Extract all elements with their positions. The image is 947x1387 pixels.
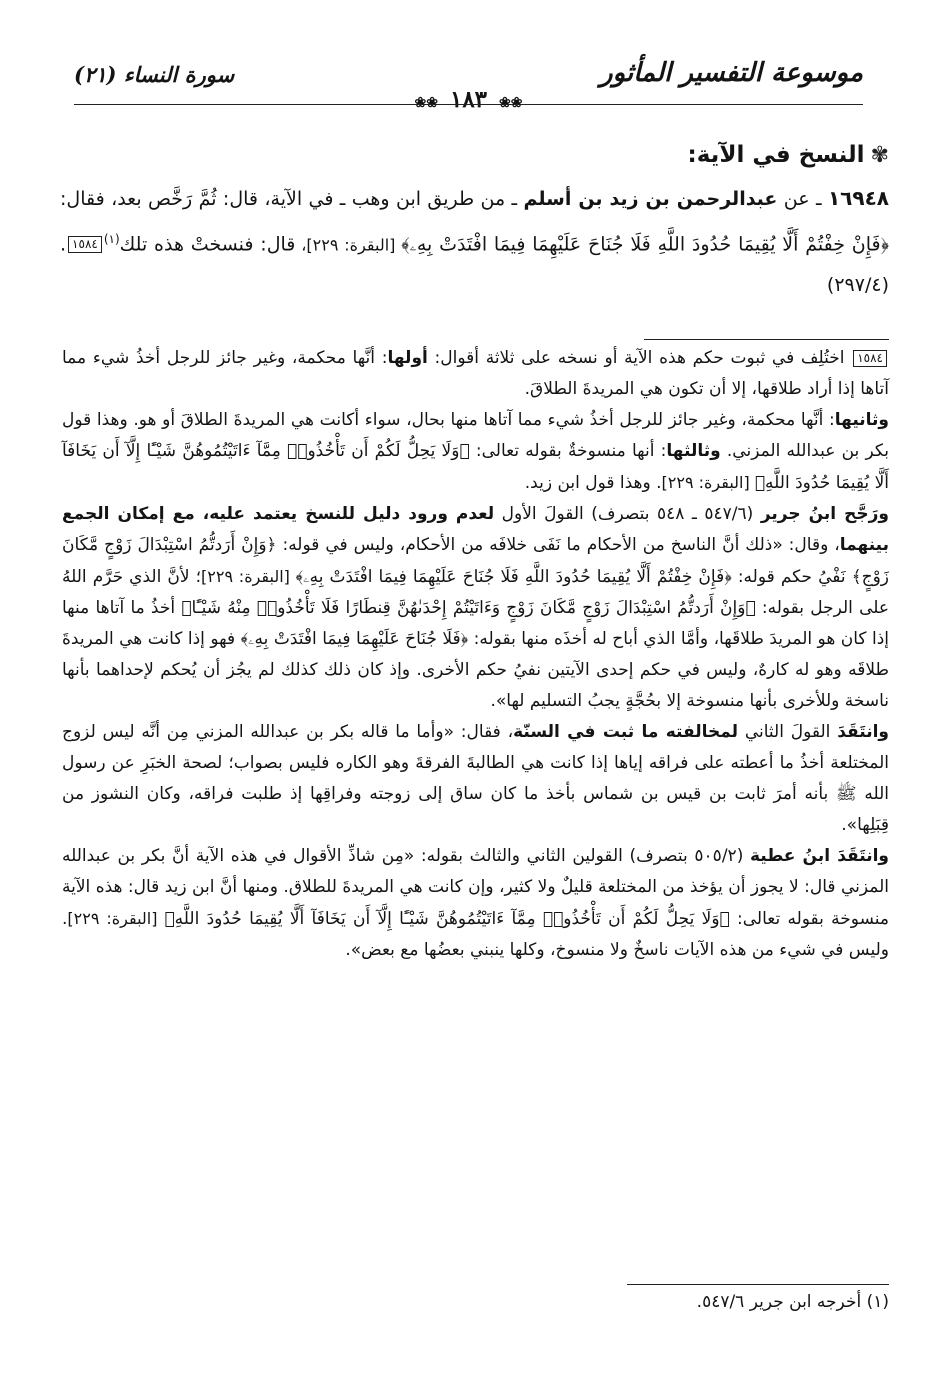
quran-verse: ﴿وَإِنْ أَرَدتُّمُ اسْتِبْدَالَ زَوْجٍ مَّكَانَ زَوْجٍ وَءَاتَيْتُمْ إِحْدَىٰهُنَّ قِنطَارًا فَلَا تَأْخُذُوا۟ مِنْهُ شَيْـًٔا﴾ <box>181 598 756 618</box>
page-number-line <box>410 86 526 113</box>
quran-verse: ﴿فَإِنْ خِفْتُمْ أَلَّا يُقِيمَا حُدُودَ اللَّهِ فَلَا جُنَاحَ عَلَيْهِمَا فِيمَا افْتَدَتْ بِهِۦ﴾ <box>295 567 732 587</box>
narration-text: ـ عن <box>777 188 828 210</box>
commentary-text: ، وقال: «ذلك أنَّ الناسخ من الأحكام ما نَفَى خلافَه من الأحكام، وليس في قوله: <box>276 535 840 555</box>
surah-name: سورة النساء (٢١) <box>74 62 235 87</box>
commentary-paragraph <box>62 499 889 717</box>
commentary-text: فهو إذا كانت هي المريدةَ طلاقَه وهو له كارهٌ، وليس في حكم إحدى الآيتين نفيُ حكم الأخرى. وإذ كان ذلك كذلك لم يجُز أن يُحكم لإحداهما بأنها ناسخة وللأخرى بأنها منسوخة إلا بحُجَّةٍ يجبُ التسليم لها». <box>62 629 889 711</box>
commentary-divider <box>644 339 889 340</box>
commentary-text: : أنَّها محكمة، وغير جائز للرجل أخذُ شيء مما آتاها إذا أراد طلاقها، إلا أن تكون هي المريدةَ الطلاقَ. <box>62 348 889 399</box>
quran-verse: ﴿وَإِنْ أَرَدتُّمُ اسْتِبْدَالَ زَوْجٍ مَّكَانَ زَوْجٍ﴾ <box>62 535 890 587</box>
tarjih-reason: لعدم ورود دليل للنسخ يعتمد عليه، مع إمكان الجمع بينهما <box>62 504 889 555</box>
footnote-marker[interactable]: (١) <box>103 232 120 246</box>
narration <box>60 178 889 305</box>
commentary <box>62 343 889 966</box>
commentary-text: نَفْيُ حكم قوله: <box>731 567 852 587</box>
footnote-divider <box>627 1284 889 1285</box>
narration-text: قال: فنسختْ هذه تلك <box>119 233 296 256</box>
quran-verse: ﴿وَلَا يَحِلُّ لَكُمْ أَن تَأْخُذُوا۟ مِمَّآ ءَاتَيْتُمُوهُنَّ شَيْـًٔا إِلَّآ أَن يَخَافَآ أَلَّا يُقِيمَا حُدُودَ اللَّهِ﴾ <box>62 441 889 493</box>
quran-verse: ﴿فَلَا جُنَاحَ عَلَيْهِمَا فِيمَا افْتَدَتْ بِهِۦ﴾ <box>240 629 469 649</box>
header-divider <box>74 104 863 105</box>
book-title: موسوعة التفسير المأثور <box>600 58 863 88</box>
section-heading <box>60 142 889 168</box>
commentary-paragraph <box>62 841 889 966</box>
quran-verse: ﴿فَإِنْ خِفْتُمْ أَلَّا يُقِيمَا حُدُودَ اللَّهِ فَلَا جُنَاحَ عَلَيْهِمَا فِيمَا افْتَدَتْ بِهِۦ﴾ <box>401 233 889 256</box>
ornament-icon: ❀❀ <box>414 95 438 111</box>
verse-reference: [البقرة: ٢٢٩] <box>67 909 165 928</box>
commentary-text: (٥٤٧/٦ ـ ٥٤٨ بتصرف) القولَ الأول <box>494 504 761 524</box>
flower-icon: ✾ <box>870 143 889 168</box>
verse-reference: [البقرة: ٢٢٩] <box>201 567 296 586</box>
critique-label: وانتَقَدَ ابنُ عطية <box>749 846 889 866</box>
commentary-text: ؛ لأنَّ الذي حَرَّم اللهُ على الرجل بقوله: <box>62 567 890 618</box>
page-number: ١٨٣ <box>449 86 488 113</box>
commentary-text: : أنها منسوخةٌ بقوله تعالى: <box>469 441 667 461</box>
tarjih-label: ورَجَّح ابنُ جرير <box>760 504 889 524</box>
narrator-name: عبدالرحمن بن زيد بن أسلم <box>523 188 778 210</box>
critique-label: وانتَقَدَ <box>837 722 889 742</box>
second-opinion-label: وثانيها <box>834 410 889 430</box>
commentary-text: القولَ الثاني <box>738 722 838 742</box>
commentary-text: اختُلِف في ثبوت حكم هذه الآية أو نسخه على ثلاثة أقوال: <box>427 348 852 368</box>
commentary-box-ref[interactable]: ١٥٨٤ <box>68 236 102 253</box>
ornament-icon: ❀❀ <box>499 95 523 111</box>
commentary-text: ، فقال: «وأما ما قاله بكر بن عبدالله المزني مِن أنَّه ليس لزوج المختلعة أخذُ ما أعطته على فراقه إياها إذا كانت هي الطالبةَ الفرقةَ وهو الكاره فليس بصواب؛ لصحة الخبَرِ عن رسول الله ﷺ بأنه أمرَ ثابت بن قيس بن شماس بأخذ ما كان ساق إلى زوجته وفراقِها إذ طلبت فراقه، وكان النشوز من قِبَلِها». <box>62 722 889 835</box>
footnote: (١) أخرجه ابن جرير ٥٤٧/٦. <box>696 1292 889 1312</box>
verse-reference: [البقرة: ٢٢٩]، <box>295 235 402 255</box>
heading-text: النسخ في الآية: <box>687 142 865 168</box>
quran-verse: ﴿وَلَا يَحِلُّ لَكُمْ أَن تَأْخُذُوا۟ مِمَّآ ءَاتَيْتُمُوهُنَّ شَيْـًٔا إِلَّآ أَن يَخَافَآ أَلَّا يُقِيمَا حُدُودَ اللَّهِ﴾ <box>164 909 730 929</box>
third-opinion-label: وثالثها <box>666 441 721 461</box>
commentary-text: أخذُ ما آتاها منها إذا كان هو المريدَ طلاقَها، وأمَّا الذي أباح له أخذَه منها بقوله: <box>62 598 889 649</box>
commentary-text: . وهذا قول ابن زيد. <box>524 473 662 493</box>
first-opinion-label: أولها <box>387 348 428 368</box>
verse-reference: [البقرة: ٢٢٩] <box>661 473 755 492</box>
main-text <box>60 142 889 305</box>
source-ref: . (٢٩٧/٤) <box>60 233 889 297</box>
commentary-text: (٥٠٥/٢ بتصرف) القولين الثاني والثالث بقوله: «مِن شاذِّ الأقوال في هذه الآية أنَّ بكر بن عبدالله المزني قال: لا يجوز أن يؤخذ من المختلعة قليلٌ ولا كثير، وإن كانت هي المريدةَ للطلاق. ومنها أنَّ ابن زيد قال: هذه الآية منسوخة بقوله تعالى: <box>62 846 889 929</box>
commentary-paragraph <box>62 717 889 841</box>
narration-text: ـ من طريق ابن وهب ـ في الآية، قال: ثُمَّ رَخَّص بعد، فقال: <box>60 188 524 210</box>
narration-number: ١٦٩٤٨ <box>827 186 889 210</box>
commentary-box-label: ١٥٨٤ <box>853 350 887 367</box>
commentary-paragraph <box>62 343 889 405</box>
running-header <box>74 56 863 113</box>
critique-reason: لمخالفته ما ثبت في السنّة <box>513 722 739 742</box>
commentary-paragraph <box>62 405 889 499</box>
commentary-text: : أنَّها محكمة، وغير جائز للرجل أخذُ شيء مما آتاها منها بحال، سواء أكانت هي المريدةَ الطلاقَ أو هو. وهذا قول بكر بن عبدالله المزني. <box>62 410 889 461</box>
commentary-text: . وليس في شيء من هذه الآيات ناسخٌ ولا منسوخ، وكلها ينبني بعضُها مع بعض». <box>62 909 889 960</box>
